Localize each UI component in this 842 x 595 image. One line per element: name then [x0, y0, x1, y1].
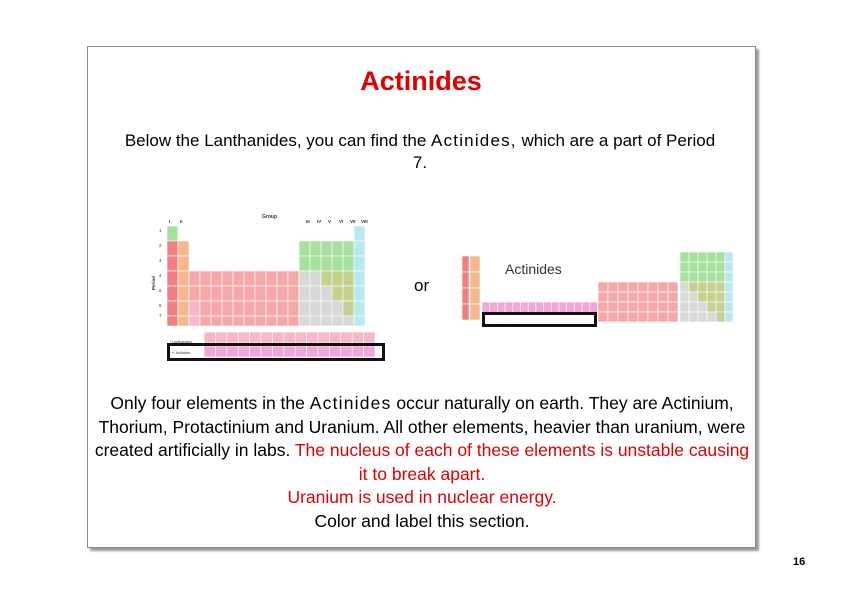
periodic-cell [310, 301, 321, 316]
periodic-cell [211, 301, 222, 316]
period-num-4: 4 [159, 273, 162, 278]
zoom-cell [689, 262, 698, 272]
periodic-cell [200, 286, 211, 301]
zoom-cell [698, 262, 707, 272]
periodic-cell [343, 301, 354, 316]
zoom-cell [470, 288, 480, 304]
lanthanide-cell [261, 332, 272, 343]
periodic-cell [233, 271, 244, 286]
zoom-cell [668, 282, 678, 292]
actinides-label: ** Actinides [172, 351, 191, 355]
periodic-cell [321, 316, 332, 326]
zoom-cell [470, 256, 480, 272]
periodic-cell [255, 316, 266, 326]
periodic-cell [332, 271, 343, 286]
zoom-cell [648, 312, 658, 322]
periodic-cell [255, 301, 266, 316]
zoom-cell [628, 302, 638, 312]
periodic-cell [321, 271, 332, 286]
zoom-cell [716, 262, 725, 272]
periodic-cell [343, 271, 354, 286]
zoom-cell [680, 272, 689, 282]
zoom-cell [716, 272, 725, 282]
periodic-cell [222, 316, 233, 326]
zoom-cell [725, 302, 733, 312]
or-label: or [414, 276, 430, 295]
periodic-cell [343, 256, 354, 271]
periodic-cell [222, 271, 233, 286]
periodic-cell [178, 241, 189, 256]
zoom-cell [698, 282, 707, 292]
zoom-cell [725, 282, 733, 292]
zoom-cell [470, 304, 480, 320]
slide-title: Actinides [360, 66, 482, 96]
group-num-4: IV [317, 219, 322, 224]
periodic-cell [321, 286, 332, 301]
zoom-cell [608, 292, 618, 302]
periodic-cell [200, 271, 211, 286]
zoom-cell [462, 272, 469, 288]
zoom-cell [698, 302, 707, 312]
periodic-cell [189, 316, 200, 326]
periodic-cell [178, 286, 189, 301]
zoom-cell [716, 292, 725, 302]
periodic-cell [288, 271, 299, 286]
body-text [90, 392, 754, 533]
group-num-1: I [169, 219, 171, 224]
periodic-cell [354, 241, 365, 256]
periodic-table-image [150, 210, 384, 362]
group-num-8: VIII [361, 219, 368, 224]
zoom-cell [680, 262, 689, 272]
periodic-cell [244, 301, 255, 316]
lanthanide-cell [341, 332, 352, 343]
zoom-cell [707, 292, 716, 302]
zoom-cell [689, 292, 698, 302]
periodic-cell [277, 271, 288, 286]
zoom-cell [707, 272, 716, 282]
actinides-row-highlight [167, 343, 385, 361]
periodic-cell [167, 271, 178, 286]
periodic-cell [178, 316, 189, 326]
periodic-cell [310, 256, 321, 271]
periodic-cell [167, 316, 178, 326]
zoom-cell [716, 252, 725, 262]
periodic-cell [288, 286, 299, 301]
lanthanide-cell [329, 332, 340, 343]
zoom-cell [648, 302, 658, 312]
zoom-cell [668, 292, 678, 302]
periodic-cell [233, 301, 244, 316]
lanthanide-cell [238, 332, 249, 343]
zoom-cell [716, 312, 725, 322]
periodic-cell [343, 316, 354, 326]
zoom-cell [462, 304, 469, 320]
zoom-cell [680, 312, 689, 322]
zoom-cell [698, 312, 707, 322]
zoom-cell [648, 282, 658, 292]
zoom-cell [658, 292, 668, 302]
zoom-cell [608, 312, 618, 322]
periodic-cell [299, 271, 310, 286]
period-num-5: 5 [159, 288, 162, 293]
body-part-2: occur naturally on earth. They are Actinium, Thorium, Protactinium and Uranium. All other elements, heavier than uranium, were created artificially in labs. [94, 393, 746, 460]
periodic-cell [310, 286, 321, 301]
zoom-cell [698, 252, 707, 262]
periodic-cell [332, 301, 343, 316]
zoom-cell [628, 292, 638, 302]
zoom-cell [725, 312, 733, 322]
zoom-cell [470, 272, 480, 288]
periodic-cell [343, 286, 354, 301]
zoom-cell [707, 312, 716, 322]
periodic-cell [310, 316, 321, 326]
period-num-1: 1 [159, 228, 162, 233]
group-num-2: II [180, 219, 183, 224]
zoom-cell [598, 292, 608, 302]
zoom-cell [689, 312, 698, 322]
zoom-cell [628, 282, 638, 292]
period-num-3: 3 [159, 258, 162, 263]
periodic-cell [277, 301, 288, 316]
zoom-cell [598, 282, 608, 292]
zoom-cell [707, 252, 716, 262]
zoom-cell [725, 272, 733, 282]
periodic-cell [200, 316, 211, 326]
lanthanide-cell [352, 332, 363, 343]
zoom-actinides-label: Actinides [505, 261, 562, 277]
lanthanide-cell [272, 332, 283, 343]
periodic-cell [200, 301, 211, 316]
zoom-cell [689, 252, 698, 262]
zoom-cell [618, 302, 628, 312]
periodic-cell [189, 301, 200, 316]
zoom-cell [698, 272, 707, 282]
zoom-cell [638, 282, 648, 292]
periodic-cell [277, 316, 288, 326]
periodic-cell [211, 286, 222, 301]
lanthanides-label: * Lanthanides [170, 340, 192, 344]
zoom-cell [638, 292, 648, 302]
zoom-cell [658, 282, 668, 292]
lanthanide-cell [204, 332, 215, 343]
periodic-cell [244, 316, 255, 326]
zoom-cell [668, 302, 678, 312]
group-num-3: III [306, 219, 310, 224]
zoom-cell [668, 312, 678, 322]
zoom-cell [716, 302, 725, 312]
zoom-cell [638, 312, 648, 322]
group-num-7: VII [350, 219, 356, 224]
group-num-5: V [328, 219, 332, 224]
zoom-cell [689, 302, 698, 312]
periodic-cell [233, 316, 244, 326]
period-num-6: 6 [159, 303, 162, 308]
periodic-cell [167, 256, 178, 271]
page-number: 16 [793, 556, 806, 568]
zoom-cell [648, 292, 658, 302]
zoom-cell [608, 302, 618, 312]
periodic-cell [310, 241, 321, 256]
zoom-cell [462, 288, 469, 304]
zoom-cell [680, 252, 689, 262]
periodic-cell [277, 286, 288, 301]
zoom-cell [680, 282, 689, 292]
body-part-1: Only four elements in the [110, 393, 310, 413]
zoom-cell [598, 302, 608, 312]
period-num-2: 2 [159, 243, 162, 248]
lanthanide-cell [364, 332, 375, 343]
periodic-cell [167, 226, 178, 241]
body-last: Color and label this section. [314, 510, 530, 531]
zoom-cell [658, 302, 668, 312]
lanthanide-cell [295, 332, 306, 343]
intro-before: Below the Lanthanides, you can find the [124, 131, 432, 150]
periodic-cell [354, 286, 365, 301]
periodic-cell [354, 316, 365, 326]
periodic-cell [189, 286, 200, 301]
periodic-cell [266, 301, 277, 316]
periodic-cell [255, 271, 266, 286]
periodic-cell [211, 316, 222, 326]
periodic-cell [299, 286, 310, 301]
zoom-cell [707, 262, 716, 272]
body-red-2: Uranium is used in nuclear energy. [287, 487, 557, 507]
periodic-cell [321, 256, 332, 271]
zoom-cell [707, 302, 716, 312]
zoom-cell [680, 302, 689, 312]
periodic-cell [222, 286, 233, 301]
intro-text [120, 130, 720, 174]
lanthanide-cell [284, 332, 295, 343]
zoom-cell [638, 302, 648, 312]
periodic-cell [233, 286, 244, 301]
periodic-cell [354, 301, 365, 316]
zoom-cell [707, 282, 716, 292]
period-label: Period [151, 275, 156, 290]
zoom-cell [725, 262, 733, 272]
intro-after: which are a part of Period 7. [412, 131, 716, 172]
body-term: Actinides [309, 393, 392, 413]
periodic-cell [288, 316, 299, 326]
lanthanide-cell [318, 332, 329, 343]
zoom-actinides-highlight [482, 312, 597, 327]
periodic-cell [354, 226, 365, 241]
zoom-cell [716, 282, 725, 292]
lanthanide-cell [215, 332, 226, 343]
zoom-cell [680, 292, 689, 302]
zoom-cell [725, 292, 733, 302]
periodic-cell [178, 256, 189, 271]
zoom-cell [618, 292, 628, 302]
periodic-cell [189, 271, 200, 286]
group-num-6: VI [339, 219, 344, 224]
body-red-1: The nucleus of each of these elements is unstable causing it to break apart. [294, 440, 750, 484]
zoom-cell [462, 256, 469, 272]
periodic-cell [310, 271, 321, 286]
periodic-cell [167, 286, 178, 301]
periodic-cell [321, 241, 332, 256]
periodic-cell [332, 256, 343, 271]
periodic-cell [222, 301, 233, 316]
periodic-cell [299, 241, 310, 256]
periodic-cell [167, 301, 178, 316]
zoom-cell [618, 282, 628, 292]
zoom-cell [689, 272, 698, 282]
periodic-cell [266, 316, 277, 326]
periodic-cell [255, 286, 266, 301]
periodic-cell [266, 286, 277, 301]
lanthanide-cell [307, 332, 318, 343]
periodic-cell [178, 271, 189, 286]
periodic-cell [266, 271, 277, 286]
zoom-cell [628, 312, 638, 322]
periodic-cell [332, 316, 343, 326]
periodic-cell [288, 301, 299, 316]
periodic-cell [299, 316, 310, 326]
intro-term: Actinides, [431, 131, 517, 150]
periodic-cell [244, 271, 255, 286]
periodic-cell [354, 271, 365, 286]
period-num-7: 7 [159, 313, 162, 318]
periodic-cell [332, 241, 343, 256]
zoom-cell [618, 312, 628, 322]
zoom-cell [658, 312, 668, 322]
periodic-table-cells [167, 226, 375, 357]
periodic-cell [299, 256, 310, 271]
group-label: Group [262, 214, 277, 220]
zoom-cell [598, 312, 608, 322]
lanthanide-cell [250, 332, 261, 343]
periodic-cell [321, 301, 332, 316]
periodic-cell [354, 256, 365, 271]
periodic-cell [244, 286, 255, 301]
periodic-cell [178, 301, 189, 316]
lanthanide-cell [227, 332, 238, 343]
periodic-cell [299, 301, 310, 316]
zoom-cell [725, 252, 733, 262]
zoom-cell [698, 292, 707, 302]
zoom-cell [608, 282, 618, 292]
periodic-cell [343, 241, 354, 256]
periodic-cell [211, 271, 222, 286]
zoom-cell [689, 282, 698, 292]
periodic-cell [167, 241, 178, 256]
periodic-cell [332, 286, 343, 301]
